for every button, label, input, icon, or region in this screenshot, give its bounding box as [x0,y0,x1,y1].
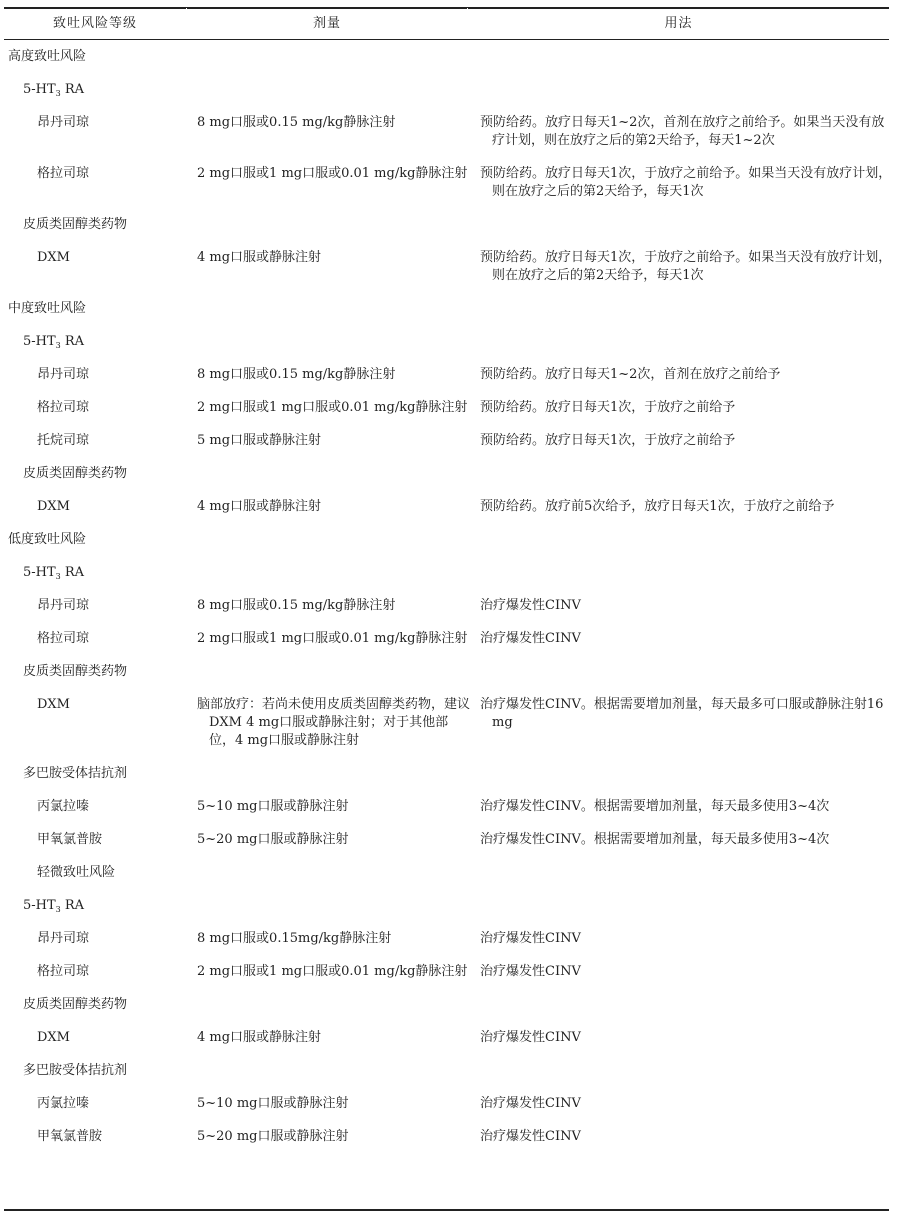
table-row [0,757,903,790]
usage-cell: 预防给药。放疗日每天1次，于放疗之前给予 [480,400,736,415]
risk-level [8,531,186,549]
usage-cell: 预防给药。放疗日每天1~2次，首剂在放疗之前给予。如果当天没有放疗计划，则在放疗之后的第2天给予，每天1~2次 [480,115,885,148]
usage-cell: 预防给药。放疗日每天1次，于放疗之前给予 [480,433,736,448]
cell-text: 托烷司琼 [37,433,90,448]
table-row [0,358,903,391]
cell-text: 皮质类固醇类药物 [23,217,128,232]
table-row [0,106,903,157]
table-row [0,424,903,457]
drug-name [8,114,215,132]
drug-name [8,498,215,516]
dose-cell: 2 mg口服或1 mg口服或0.01 mg/kg静脉注射 [197,964,468,979]
drug-class [8,897,201,919]
cell-text: DXM [37,697,70,712]
usage-cell: 治疗爆发性CINV [480,931,581,946]
subscript: 3 [55,905,61,914]
drug-name [8,1128,215,1146]
table-row [0,391,903,424]
drug-class [8,663,201,681]
usage-cell: 治疗爆发性CINV [480,631,581,646]
dose-cell: 5~10 mg口服或静脉注射 [197,1096,349,1111]
cell-text: 丙氯拉嗪 [37,1096,90,1111]
usage-cell: 预防给药。放疗日每天1次，于放疗之前给予。如果当天没有放疗计划，则在放疗之后的第2天给予，每天1次 [480,166,892,199]
table-bottom-rule [4,1209,889,1211]
table-row [0,73,903,106]
table-row [0,556,903,589]
table-row [0,955,903,988]
drug-name [8,366,215,384]
drug-class [8,1062,201,1080]
cell-text: 丙氯拉嗪 [37,799,90,814]
table-row [0,622,903,655]
usage-cell: 治疗爆发性CINV [480,1030,581,1045]
cell-text: 中度致吐风险 [8,301,87,316]
dose-cell: 4 mg口服或静脉注射 [197,250,322,265]
table-row [0,292,903,325]
table-row [0,208,903,241]
cell-text: 昂丹司琼 [37,367,90,382]
cell-text: 昂丹司琼 [37,598,90,613]
dose-cell: 2 mg口服或1 mg口服或0.01 mg/kg静脉注射 [197,400,468,415]
dose-cell: 5~20 mg口服或静脉注射 [197,832,349,847]
cell-text: 5-HT [23,565,56,580]
cell-text: DXM [37,250,70,265]
cell-text: 5-HT [23,334,56,349]
class-suffix: RA [60,82,85,97]
table-row [0,325,903,358]
usage-cell: 治疗爆发性CINV [480,1096,581,1111]
cell-text: 格拉司琼 [37,400,90,415]
dose-cell: 5~20 mg口服或静脉注射 [197,1129,349,1144]
dose-cell: 4 mg口服或静脉注射 [197,1030,322,1045]
cell-text: 昂丹司琼 [37,115,90,130]
drug-name [8,597,215,615]
drug-class [8,81,201,103]
usage-cell: 治疗爆发性CINV。根据需要增加剂量，每天最多使用3~4次 [480,799,830,814]
cell-text: 高度致吐风险 [8,49,87,64]
cell-text: 格拉司琼 [37,166,90,181]
class-suffix: RA [60,898,85,913]
cell-text: 轻微致吐风险 [37,865,116,880]
table-row [0,490,903,523]
drug-name [8,963,215,981]
drug-name [8,249,215,267]
cell-text: 多巴胺受体拮抗剂 [23,766,128,781]
drug-name [8,798,215,816]
cell-text: 皮质类固醇类药物 [23,664,128,679]
table-row [0,457,903,490]
column-header-usage: 用法 [664,16,693,31]
table-row [0,1087,903,1120]
table-row [0,589,903,622]
usage-cell: 治疗爆发性CINV [480,964,581,979]
table-row [0,523,903,556]
dose-cell: 2 mg口服或1 mg口服或0.01 mg/kg静脉注射 [197,166,468,181]
table-row [0,790,903,823]
dose-cell: 8 mg口服或0.15 mg/kg静脉注射 [197,367,396,382]
dose-cell: 2 mg口服或1 mg口服或0.01 mg/kg静脉注射 [197,631,468,646]
usage-cell: 预防给药。放疗日每天1次，于放疗之前给予。如果当天没有放疗计划，则在放疗之后的第2天给予，每天1次 [480,250,892,283]
dose-cell: 脑部放疗：若尚未使用皮质类固醇类药物，建议DXM 4 mg口服或静脉注射；对于其他部位，4 mg口服或静脉注射 [197,697,471,748]
header-column-gap [186,8,187,39]
drug-name [8,864,215,882]
subscript: 3 [55,572,61,581]
usage-cell: 预防给药。放疗前5次给予，放疗日每天1次，于放疗之前给予 [480,499,835,514]
usage-cell: 治疗爆发性CINV [480,598,581,613]
drug-class [8,564,201,586]
column-header-level: 致吐风险等级 [52,16,137,31]
dose-cell: 4 mg口服或静脉注射 [197,499,322,514]
dose-cell: 5~10 mg口服或静脉注射 [197,799,349,814]
drug-name [8,165,215,183]
drug-class [8,465,201,483]
cell-text: 皮质类固醇类药物 [23,466,128,481]
usage-cell: 治疗爆发性CINV。根据需要增加剂量，每天最多使用3~4次 [480,832,830,847]
table-row [0,823,903,856]
class-suffix: RA [60,565,85,580]
cell-text: 多巴胺受体拮抗剂 [23,1063,128,1078]
dose-cell: 8 mg口服或0.15 mg/kg静脉注射 [197,598,396,613]
table-row [0,157,903,208]
risk-level [8,48,186,66]
subscript: 3 [55,341,61,350]
drug-name [8,399,215,417]
cell-text: 昂丹司琼 [37,931,90,946]
cell-text: DXM [37,1030,70,1045]
drug-class [8,765,201,783]
drug-name [8,831,215,849]
drug-name [8,432,215,450]
drug-name [8,1029,215,1047]
table-row [0,655,903,688]
table-row [0,40,903,73]
drug-name [8,930,215,948]
drug-name [8,630,215,648]
usage-cell: 预防给药。放疗日每天1~2次，首剂在放疗之前给予 [480,367,781,382]
drug-class [8,333,201,355]
class-suffix: RA [60,334,85,349]
subscript: 3 [55,89,61,98]
table-row [0,1054,903,1087]
table-row [0,241,903,292]
table-row [0,1120,903,1153]
drug-name [8,1095,215,1113]
table-row [0,856,903,889]
table-row [0,922,903,955]
cell-text: DXM [37,499,70,514]
drug-class [8,216,201,234]
header-column-gap [467,8,468,39]
cell-text: 皮质类固醇类药物 [23,997,128,1012]
cell-text: 5-HT [23,82,56,97]
table-row [0,688,903,757]
cell-text: 低度致吐风险 [8,532,87,547]
drug-class [8,996,201,1014]
table-row [0,988,903,1021]
table-row [0,889,903,922]
table-body [0,40,903,1153]
dose-cell: 8 mg口服或0.15mg/kg静脉注射 [197,931,392,946]
dose-cell: 5 mg口服或静脉注射 [197,433,322,448]
cell-text: 格拉司琼 [37,631,90,646]
usage-cell: 治疗爆发性CINV [480,1129,581,1144]
dose-cell: 8 mg口服或0.15 mg/kg静脉注射 [197,115,396,130]
cell-text: 甲氧氯普胺 [37,832,103,847]
cell-text: 5-HT [23,898,56,913]
table-row [0,1021,903,1054]
risk-level [8,300,186,318]
cell-text: 甲氧氯普胺 [37,1129,103,1144]
drug-name [8,696,215,714]
usage-cell: 治疗爆发性CINV。根据需要增加剂量，每天最多可口服或静脉注射16 mg [480,697,884,730]
cell-text: 格拉司琼 [37,964,90,979]
column-header-dose: 剂量 [312,16,341,31]
